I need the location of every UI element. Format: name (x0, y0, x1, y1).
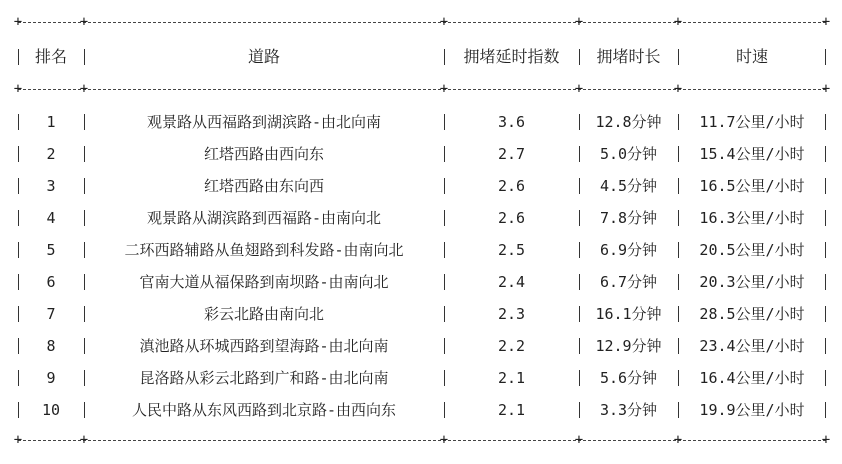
cell-road: 观景路从西福路到湖滨路-由北向南 (146, 113, 382, 131)
border-corner: + (79, 14, 89, 30)
cell-speed: 20.3公里/小时 (699, 273, 805, 291)
table-row (18, 299, 826, 329)
cell-duration: 5.6分钟 (599, 369, 658, 387)
cell-rank: 6 (46, 273, 56, 291)
cell-duration: 6.9分钟 (599, 241, 658, 259)
cell-speed: 11.7公里/小时 (699, 113, 805, 131)
cell-delay-index: 2.3 (497, 305, 526, 323)
cell-duration: 3.3分钟 (599, 401, 658, 419)
cell-duration: 7.8分钟 (599, 209, 658, 227)
border-corner: + (13, 14, 23, 30)
cell-road: 彩云北路由南向北 (203, 305, 324, 323)
cell-delay-index: 2.2 (497, 337, 526, 355)
table-header-row (18, 42, 826, 72)
cell-road: 红塔西路由西向东 (203, 145, 324, 163)
cell-road: 观景路从湖滨路到西福路-由南向北 (146, 209, 382, 227)
cell-rank: 9 (46, 369, 56, 387)
table-row (18, 235, 826, 265)
cell-road: 昆洛路从彩云北路到广和路-由北向南 (139, 369, 389, 387)
cell-rank: 4 (46, 209, 56, 227)
table-row (18, 139, 826, 169)
cell-road: 二环西路辅路从鱼翅路到科发路-由南向北 (124, 241, 404, 259)
border-corner: + (673, 14, 683, 30)
cell-speed: 28.5公里/小时 (699, 305, 805, 323)
cell-duration: 5.0分钟 (599, 145, 658, 163)
table-row (18, 395, 826, 425)
cell-delay-index: 2.6 (497, 209, 526, 227)
cell-speed: 20.5公里/小时 (699, 241, 805, 259)
table-row (18, 363, 826, 393)
border-corner: + (574, 81, 584, 97)
cell-delay-index: 2.7 (497, 145, 526, 163)
border-corner: + (439, 432, 449, 448)
table-header-border (13, 81, 831, 97)
border-corner: + (13, 432, 23, 448)
cell-road: 官南大道从福保路到南坝路-由南向北 (139, 273, 389, 291)
cell-rank: 7 (46, 305, 56, 323)
border-corner: + (673, 432, 683, 448)
border-corner: + (79, 432, 89, 448)
table-bottom-border (13, 432, 831, 448)
header-rank: 排名 (34, 47, 67, 66)
border-corner: + (574, 14, 584, 30)
cell-delay-index: 2.6 (497, 177, 526, 195)
cell-delay-index: 2.4 (497, 273, 526, 291)
border-corner: + (821, 14, 831, 30)
table-row (18, 203, 826, 233)
table-row (18, 331, 826, 361)
border-corner: + (673, 81, 683, 97)
cell-rank: 2 (46, 145, 56, 163)
cell-speed: 15.4公里/小时 (699, 145, 805, 163)
cell-duration: 16.1分钟 (595, 305, 662, 323)
border-corner: + (574, 432, 584, 448)
cell-speed: 16.3公里/小时 (699, 209, 805, 227)
cell-speed: 16.4公里/小时 (699, 369, 805, 387)
cell-duration: 12.8分钟 (595, 113, 662, 131)
cell-road: 红塔西路由东向西 (203, 177, 324, 195)
border-corner: + (821, 81, 831, 97)
cell-road: 滇池路从环城西路到望海路-由北向南 (139, 337, 389, 355)
cell-rank: 1 (46, 113, 56, 131)
border-corner: + (79, 81, 89, 97)
cell-speed: 16.5公里/小时 (699, 177, 805, 195)
header-speed: 时速 (735, 47, 768, 66)
cell-rank: 8 (46, 337, 56, 355)
border-corner: + (821, 432, 831, 448)
cell-delay-index: 2.1 (497, 369, 526, 387)
column-divider (825, 49, 826, 65)
cell-rank: 10 (41, 401, 61, 419)
cell-rank: 3 (46, 177, 56, 195)
table-row (18, 267, 826, 297)
header-duration: 拥堵时长 (596, 47, 661, 66)
table-row (18, 171, 826, 201)
cell-speed: 19.9公里/小时 (699, 401, 805, 419)
table-row (18, 107, 826, 137)
border-corner: + (13, 81, 23, 97)
border-corner: + (439, 14, 449, 30)
cell-duration: 6.7分钟 (599, 273, 658, 291)
cell-speed: 23.4公里/小时 (699, 337, 805, 355)
table-top-border (13, 14, 831, 30)
cell-rank: 5 (46, 241, 56, 259)
cell-delay-index: 3.6 (497, 113, 526, 131)
cell-duration: 4.5分钟 (599, 177, 658, 195)
cell-duration: 12.9分钟 (595, 337, 662, 355)
cell-delay-index: 2.1 (497, 401, 526, 419)
header-delay-index: 拥堵延时指数 (463, 47, 560, 66)
cell-road: 人民中路从东风西路到北京路-由西向东 (131, 401, 397, 419)
border-corner: + (439, 81, 449, 97)
header-road: 道路 (247, 47, 280, 66)
cell-delay-index: 2.5 (497, 241, 526, 259)
